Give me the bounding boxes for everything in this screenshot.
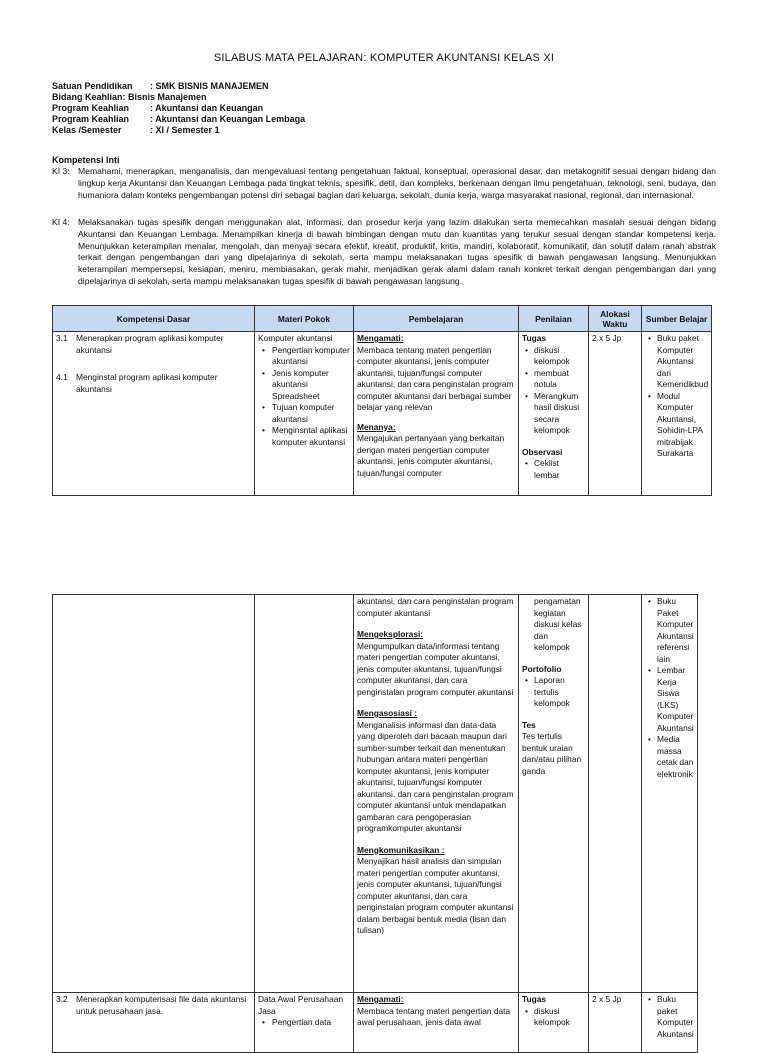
kd-cell bbox=[53, 993, 255, 1053]
header-pembelajaran: Pembelajaran bbox=[354, 306, 519, 332]
header-materi-pokok: Materi Pokok bbox=[255, 306, 354, 332]
list-item: • diskusi kelompok bbox=[534, 1006, 585, 1029]
list-item: • diskusi kelompok bbox=[534, 345, 585, 368]
kd-cell bbox=[53, 595, 255, 993]
program1-row bbox=[52, 103, 305, 114]
materi-list bbox=[258, 345, 350, 449]
program2-row bbox=[52, 114, 305, 125]
mengeksplorasi-heading: Mengeksplorasi: bbox=[357, 629, 424, 639]
observasi-heading: Observasi bbox=[522, 446, 563, 457]
pembelajaran-cell bbox=[354, 993, 519, 1053]
materi-title: Komputer akuntansi bbox=[258, 333, 333, 343]
table-row bbox=[53, 993, 698, 1053]
satuan-row bbox=[52, 81, 305, 92]
list-item: • Modul Komputer Akuntansi, Sohidin-LPA mitrabijak Surakarta bbox=[657, 391, 708, 460]
kd-item bbox=[56, 333, 251, 356]
tugas-list bbox=[522, 345, 585, 437]
list-item: • Media massa cetak dan elektronik bbox=[657, 734, 694, 780]
tugas-heading: Tugas bbox=[522, 994, 547, 1004]
penilaian-cell bbox=[519, 595, 589, 993]
satuan-value: : SMK BISNIS MANAJEMEN bbox=[150, 81, 269, 91]
list-item: • Pengertian data bbox=[272, 1017, 350, 1029]
kd-text: Menerapkan komputerisasi file data akuntansi untuk perusahaan jasa. bbox=[76, 994, 247, 1016]
ki3-text: Memahami, menerapkan, menganalisis, dan mengevaluasi tentang pengetahuan faktual, konseptual, operasional dasar, dan metakognitif sesuai dengan bidang dan lingkup kerja Akuntansi dan Keuangan Lembaga pada tingkat teknis, spesifik, detil, dan kompleks, berkenaan dengan ilmu pengetahuan, teknologi, seni, budaya, dan humaniora dalam konteks pengembangan potensi diri sebagai bagian dari keluarga, sekolah, dunia kerja, warga masyarakat nasional, regional, dan internasional. bbox=[78, 166, 716, 200]
tugas-list bbox=[522, 1006, 585, 1029]
kd-item bbox=[56, 994, 251, 1017]
header-kompetensi-dasar: Kompetensi Dasar bbox=[53, 306, 255, 332]
program2-value: : Akuntansi dan Keuangan Lembaga bbox=[150, 114, 306, 124]
kd-cell bbox=[53, 332, 255, 496]
alokasi-cell bbox=[589, 595, 642, 993]
sumber-list bbox=[645, 333, 708, 460]
ki4-code: KI 4: bbox=[52, 217, 70, 227]
mengeksplorasi-text: Mengumpulkan data/informasi tentang materi pengertian computer akuntansi, jenis computer akuntansi, tujuan/fungsi computer akuntansi, dan cara penginstalan program computer akuntansi bbox=[357, 640, 514, 697]
header-penilaian: Penilaian bbox=[519, 306, 589, 332]
materi-list bbox=[258, 1017, 350, 1029]
list-item: • Laporan tertulis kelompok bbox=[534, 675, 585, 710]
mengasosiasi-text: Menganalisis informasi dan data-data yang diperoleh dari bacaan maupun dari sumber-sumber terkait dan menentukan hubungan antara materi pengertian komputer akuntansi, jenis komputer akuntansi, tujuan/fungsi komputer akuntansi, dan cara penginstalan program computer akuntansi untuk mendapatkan gambaran cara pengoperasian programkomputer akuntansi bbox=[357, 719, 514, 833]
mengamati-text: Membaca tentang materi pengertian data awal perusahaan, jenis data awal bbox=[357, 1005, 511, 1027]
list-item: • Merangkum hasil diskusi secara kelompok bbox=[534, 391, 585, 437]
list-item: • Buku paket Komputer Akuntansi bbox=[657, 994, 694, 1040]
tes-heading: Tes bbox=[522, 719, 536, 730]
list-item: • Pengertian komputer akuntansi bbox=[272, 345, 350, 368]
portofolio-heading: Portofolio bbox=[522, 663, 562, 674]
continued-text: akuntansi, dan cara penginstalan program computer akuntansi bbox=[357, 596, 514, 618]
list-item: • Buku Paket Komputer Akuntansi referensi lain bbox=[657, 596, 694, 665]
tes-text: Tes tertulis bentuk uraian dan/atau pilihan ganda bbox=[522, 731, 582, 776]
kelas-row bbox=[52, 125, 305, 136]
alokasi-cell: 2 x 5 Jp bbox=[589, 993, 642, 1053]
kd-number: 3.1 bbox=[56, 333, 68, 343]
ki3-block bbox=[52, 166, 716, 201]
ki3-code: KI 3: bbox=[52, 166, 70, 176]
ki4-block bbox=[52, 217, 716, 288]
page-title: SILABUS MATA PELAJARAN: KOMPUTER AKUNTANSI KELAS XI bbox=[213, 52, 555, 64]
bidang-text: Bidang Keahlian: Bisnis Manajemen bbox=[52, 92, 207, 102]
bidang-row bbox=[52, 92, 305, 103]
syllabus-table-part1 bbox=[52, 305, 712, 496]
mengamati-text: Membaca tentang materi pengertian computer akuntansi, jenis computer akuntansi, tujuan/fungsi computer akuntansi, dan cara penginstalan program computer akuntansi dari berbagai sumber belajar yang relevan bbox=[357, 344, 514, 412]
kelas-value: : XI / Semester 1 bbox=[150, 125, 220, 135]
sumber-list bbox=[645, 994, 694, 1040]
program1-value: : Akuntansi dan Keuangan bbox=[150, 103, 264, 113]
materi-cell bbox=[255, 595, 354, 993]
sumber-cell bbox=[642, 993, 698, 1053]
kd-text: Menerapkan program aplikasi komputer akuntansi bbox=[76, 333, 224, 355]
mengamati-heading: Mengamati: bbox=[357, 333, 404, 343]
kd-number: 3.2 bbox=[56, 994, 68, 1004]
list-item: • Ceklist lembar bbox=[534, 458, 585, 481]
ki4-text: Melaksanakan tugas spesifik dengan menggunakan alat, informasi, dan prosedur kerja yang lazim dilakukan serta memecahkan masalah sesuai dengan bidang Akuntansi dan Keuangan Lembaga. Menampilkan kinerja di bawah bimbingan dengan mutu dan kuantitas yang terukur sesuai dengan standar kompetensi kerja. Menunjukkan keterampilan menalar, mengolah, dan menyaji secara efektif, kreatif, produktif, kritis, mandiri, kolaboratif, komunikatif, dan solutif dalam ranah abstrak terkait dengan pengembangan dari yang dipelajarinya di sekolah, serta mampu melaksanakan tugas spesifik di bawah pengawasan langsung. Menunjukkan keterampilan mempersepsi, kesiapan, meniru, membiasakan, gerak mahir, menjadikan gerak alami dalam ranah konkret terkait dengan pengembangan dari yang dipelajarinya di sekolah, serta mampu melaksanakan tugas spesifik di bawah pengawasan langsung. bbox=[78, 217, 716, 286]
list-item: • Tujuan komputer akuntansi bbox=[272, 402, 350, 425]
syllabus-table-part2 bbox=[52, 594, 698, 1053]
tugas-heading: Tugas bbox=[522, 333, 547, 343]
mengkomunikasikan-text: Menyajikan hasil analisis dan simpulan materi pengertian computer akuntansi, jenis computer akuntansi, tujuan/fungsi computer akuntansi, dan cara penginstalan program computer akuntansi dalam berbagai bentuk media (lisan dan tulisan) bbox=[357, 856, 514, 935]
table-row bbox=[53, 332, 712, 496]
list-item: • membuat notula bbox=[534, 368, 585, 391]
penilaian-cell bbox=[519, 993, 589, 1053]
kd-item bbox=[56, 372, 251, 395]
mengasosiasi-heading: Mengasosiasi : bbox=[357, 708, 418, 718]
school-info bbox=[52, 81, 305, 136]
header-sumber-belajar: Sumber Belajar bbox=[642, 306, 712, 332]
header-alokasi-waktu: Alokasi Waktu bbox=[589, 306, 642, 332]
mengamati-heading: Mengamati: bbox=[357, 994, 404, 1004]
program1-label: Program Keahlian bbox=[52, 103, 130, 113]
table-header-row bbox=[53, 306, 712, 332]
menanya-text: Mengajukan pertanyaan yang berkaitan dengan materi pengertian computer akuntansi, jenis computer akuntansi, tujuan/fungsi computer bbox=[357, 433, 505, 478]
list-item: • Jenis komputer akuntansi Spreadsheet bbox=[272, 368, 350, 403]
list-item: • Buku paket Komputer Akuntansi dari Kemendikbud bbox=[657, 333, 708, 391]
program2-label: Program Keahlian bbox=[52, 114, 130, 124]
table-row bbox=[53, 595, 698, 993]
list-item: • Lembar Kerja Siswa (LKS) Komputer Akuntansi bbox=[657, 665, 694, 734]
pembelajaran-cell bbox=[354, 332, 519, 496]
alokasi-cell: 2 x 5 Jp bbox=[589, 332, 642, 496]
observasi-list bbox=[522, 458, 585, 481]
portofolio-list bbox=[522, 675, 585, 710]
menanya-heading: Menanya: bbox=[357, 421, 396, 432]
kelas-label: Kelas /Semester bbox=[52, 125, 122, 135]
sumber-list bbox=[645, 596, 694, 780]
sumber-cell bbox=[642, 332, 712, 496]
materi-title: Data Awal Perusahaan Jasa bbox=[258, 994, 344, 1016]
pembelajaran-cell bbox=[354, 595, 519, 993]
kompetensi-inti-heading: Kompetensi Inti bbox=[52, 155, 120, 165]
mengkomunikasikan-heading: Mengkomunikasikan : bbox=[357, 844, 445, 855]
list-item: • Menginsntal aplikasi komputer akuntansi bbox=[272, 425, 350, 448]
continued-text: pengamatan kegiatan diskusi kelas dan kelompok bbox=[534, 596, 582, 652]
kd-text: Menginstal program aplikasi komputer akuntansi bbox=[76, 372, 218, 394]
materi-cell bbox=[255, 332, 354, 496]
sumber-cell bbox=[642, 595, 698, 993]
penilaian-cell bbox=[519, 332, 589, 496]
kd-number: 4.1 bbox=[56, 372, 68, 382]
satuan-label: Satuan Pendidikan bbox=[52, 81, 133, 91]
materi-cell bbox=[255, 993, 354, 1053]
